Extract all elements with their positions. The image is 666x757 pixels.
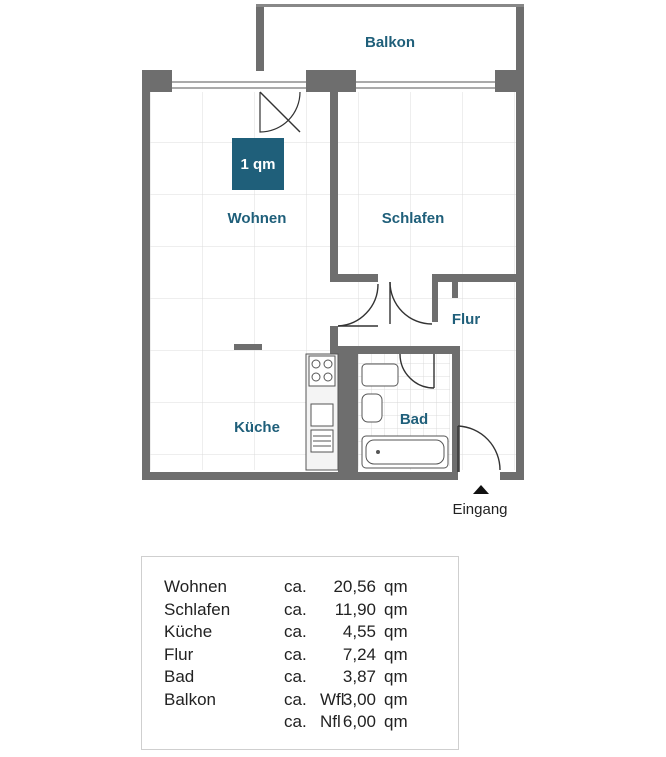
entrance-label: Eingang xyxy=(452,501,508,518)
area-value: 20,56 xyxy=(333,577,376,596)
area-table-row xyxy=(164,689,444,711)
area-table-row xyxy=(164,666,444,688)
entrance-arrow-icon xyxy=(473,485,489,494)
room-label-bad: Bad xyxy=(399,411,429,428)
area-value: 3,00 xyxy=(342,689,376,709)
area-ca: ca. xyxy=(284,712,307,731)
kitchen-counter xyxy=(306,354,338,470)
area-room: Schlafen xyxy=(164,599,231,619)
kitchen-marker xyxy=(234,344,262,350)
area-ca: ca. xyxy=(284,577,307,596)
area-ca: ca. xyxy=(284,667,307,686)
room-label-balkon: Balkon xyxy=(364,34,416,51)
room-label-kueche: Küche xyxy=(234,419,280,436)
area-table-row xyxy=(164,711,444,733)
area-type: Nfl xyxy=(320,712,341,731)
area-ca: ca. xyxy=(284,644,307,664)
area-ca: ca. xyxy=(284,622,307,641)
area-value: 6,00 xyxy=(342,712,376,731)
room-label-wohnen: Wohnen xyxy=(227,210,287,227)
area-type: Wfl xyxy=(320,689,345,709)
area-ca: ca. xyxy=(284,599,307,619)
area-room: Balkon xyxy=(164,689,216,709)
area-unit: qm xyxy=(384,644,408,664)
area-value: 3,87 xyxy=(342,667,376,686)
area-value: 11,90 xyxy=(334,599,376,619)
area-value: 7,24 xyxy=(342,644,376,664)
area-room: Küche xyxy=(164,622,213,641)
area-unit: qm xyxy=(384,599,408,619)
area-unit: qm xyxy=(384,622,408,641)
area-unit: qm xyxy=(384,667,408,686)
area-table-row xyxy=(164,576,444,598)
area-unit: qm xyxy=(384,689,408,709)
area-table-row xyxy=(164,644,444,666)
area-table xyxy=(141,556,459,750)
area-ca: ca. xyxy=(284,689,307,709)
room-label-flur: Flur xyxy=(451,311,481,328)
area-table-row xyxy=(164,621,444,643)
area-room: Flur xyxy=(164,644,194,664)
area-room: Bad xyxy=(164,667,195,686)
area-unit: qm xyxy=(384,577,408,596)
area-room: Wohnen xyxy=(164,577,228,596)
area-unit: qm xyxy=(384,712,408,731)
scale-tile-label: 1 qm xyxy=(240,156,276,173)
room-label-schlafen: Schlafen xyxy=(381,210,445,227)
area-value: 4,55 xyxy=(342,622,376,641)
area-table-row xyxy=(164,599,444,621)
